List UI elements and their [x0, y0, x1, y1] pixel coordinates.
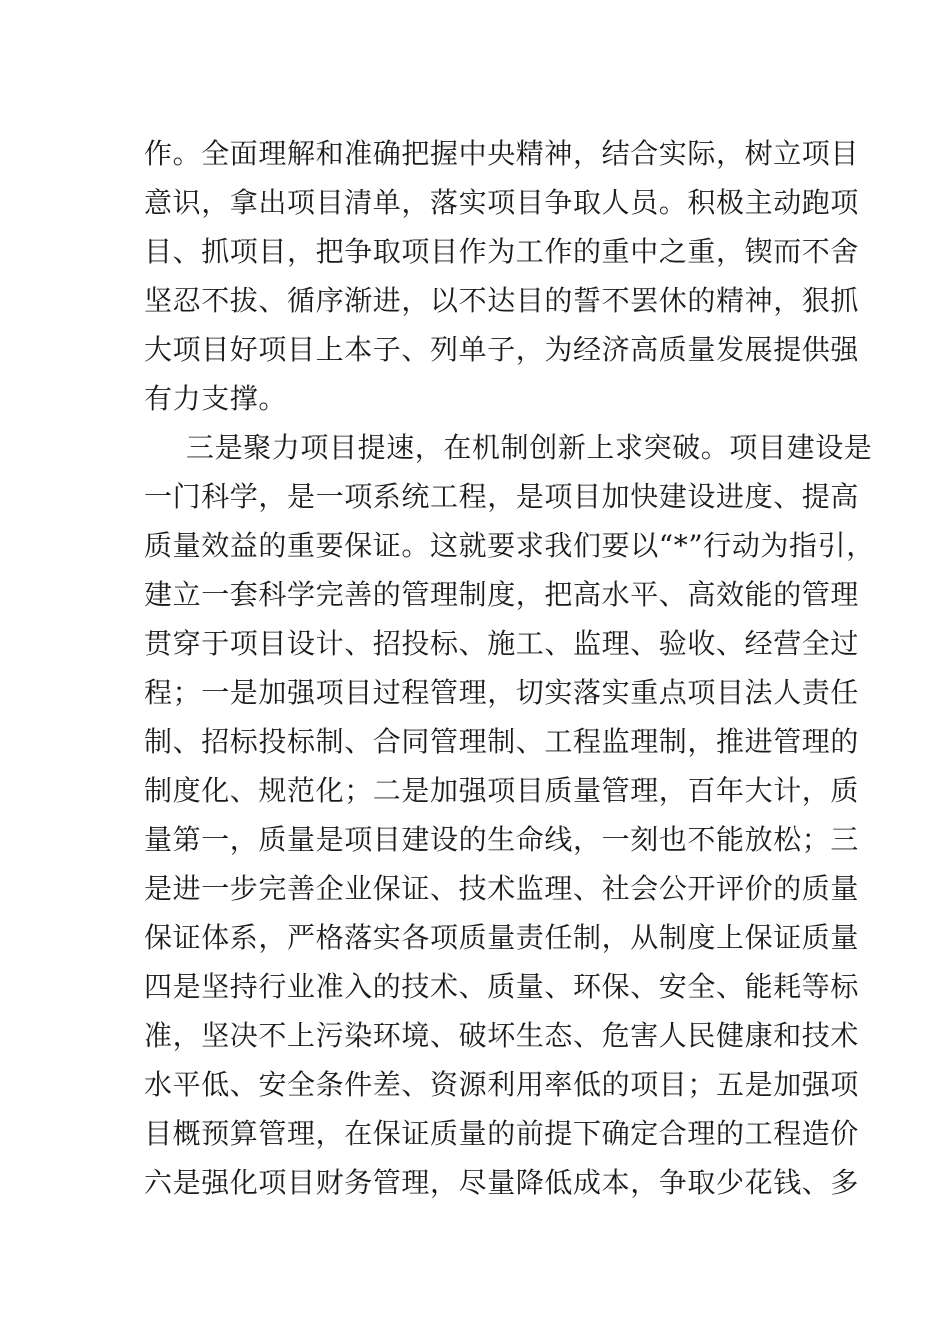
text-line: 四是坚持行业准入的技术、质量、环保、安全、能耗等标 — [144, 970, 860, 1003]
text-line: 意识，拿出项目清单，落实项目争取人员。积极主动跑项 — [144, 186, 860, 219]
text-line: 制、招标投标制、合同管理制、工程监理制，推进管理的 — [144, 725, 860, 758]
text-line: 质量效益的重要保证。这就要求我们要以“*”行动为指引， — [144, 529, 875, 562]
text-line: 作。全面理解和准确把握中央精神，结合实际，树立项目 — [144, 137, 860, 170]
paragraph-start-line: 三是聚力项目提速，在机制创新上求突破。项目建设是 — [186, 431, 873, 464]
text-line: 程；一是加强项目过程管理，切实落实重点项目法人责任 — [144, 676, 860, 709]
text-line: 目、抓项目，把争取项目作为工作的重中之重，锲而不舍 — [144, 235, 860, 268]
text-line: 量第一，质量是项目建设的生命线，一刻也不能放松；三 — [144, 823, 860, 856]
text-line: 大项目好项目上本子、列单子，为经济高质量发展提供强 — [144, 333, 860, 366]
text-line: 建立一套科学完善的管理制度，把高水平、高效能的管理 — [144, 578, 860, 611]
text-line: 是进一步完善企业保证、技术监理、社会公开评价的质量 — [144, 872, 860, 905]
text-line: 有力支撑。 — [144, 382, 288, 415]
text-line: 制度化、规范化；二是加强项目质量管理，百年大计，质 — [144, 774, 860, 807]
text-line: 保证体系，严格落实各项质量责任制，从制度上保证质量 — [144, 921, 860, 954]
body-text — [144, 129, 875, 1207]
text-line: 一门科学，是一项系统工程，是项目加快建设进度、提高 — [144, 480, 860, 513]
text-line: 贯穿于项目设计、招投标、施工、监理、验收、经营全过 — [144, 627, 860, 660]
text-line: 准，坚决不上污染环境、破坏生态、危害人民健康和技术 — [144, 1019, 860, 1052]
text-line: 水平低、安全条件差、资源利用率低的项目；五是加强项 — [144, 1068, 860, 1101]
text-line: 六是强化项目财务管理，尽量降低成本，争取少花钱、多 — [144, 1166, 860, 1199]
text-line: 目概预算管理，在保证质量的前提下确定合理的工程造价 — [144, 1117, 860, 1150]
text-line: 坚忍不拔、循序渐进，以不达目的誓不罢休的精神，狠抓 — [144, 284, 860, 317]
